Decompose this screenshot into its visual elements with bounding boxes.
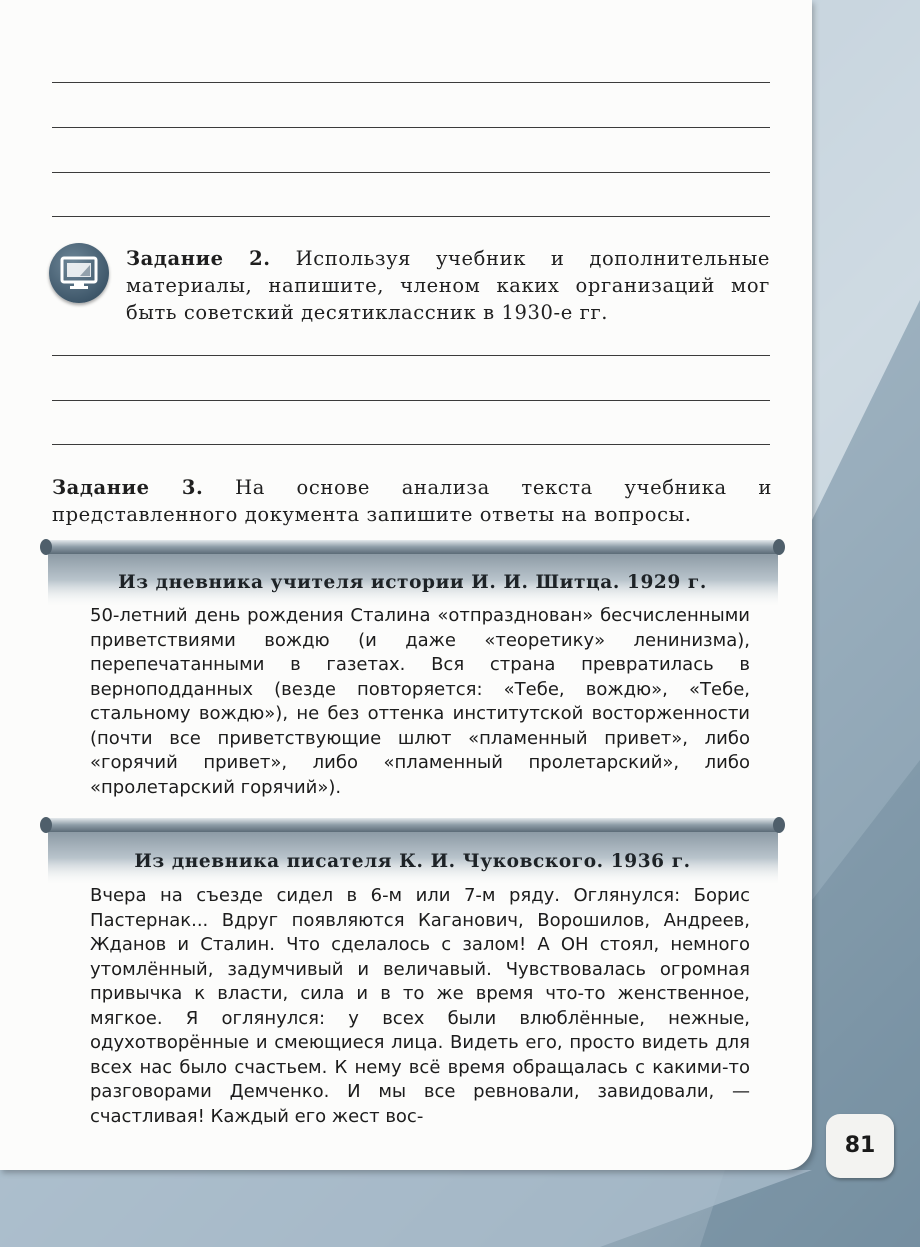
page-number: 81 <box>826 1114 894 1178</box>
document-1-banner <box>40 538 785 608</box>
task-3-text <box>52 474 772 528</box>
task-2-text <box>126 245 770 326</box>
answer-line[interactable] <box>52 216 770 217</box>
document-2-text: Вчера на съезде сидел в 6-м или 7-м ряду. Оглянулся: Борис Пастернак... Вдруг появляются Каганович, Ворошилов, Андреев, Жданов и Сталин. Что сделалось с залом! А ОН стоял, немного утомлённый, задумчивый и величавый. Чувствовалась огромная привычка к власти, сила и в то же время что-то женственное, мягкое. Я оглянулся: у всех были влюблённые, нежные, одухотворённые и смеющиеся лица. Видеть его, просто видеть для всех нас было счастьем. К нему всё время обращалась с какими-то разговорами Демченко. И мы все ревновали, завидовали, — счастливая! Каждый его жест вос- <box>90 885 750 1127</box>
task-2-body: Используя учебник и дополнительные материалы, напишите, членом каких организаций мог быть советский десятиклассник в 1930-е гг. <box>126 247 770 324</box>
answer-line[interactable] <box>52 355 770 356</box>
task-2-label: Задание 2. <box>126 247 271 270</box>
answer-line[interactable] <box>52 82 770 83</box>
answer-line[interactable] <box>52 444 770 445</box>
document-2-title: Из дневника писателя К. И. Чуковского. 1936 г. <box>134 851 691 872</box>
answer-line[interactable] <box>52 400 770 401</box>
document-2-banner <box>40 816 785 886</box>
task-3-label: Задание 3. <box>52 476 204 499</box>
document-1-text: 50-летний день рождения Сталина «отпразднован» бесчисленными приветствиями вождю (и даже «теоретику» ленинизма), перепечатанными в газетах. Вся страна превратилась в верноподданных (везде повторяется: «Тебе, вождю», «Тебе, стальному вождю»), не без оттенка институтской восторженности (почти все приветствующие шлют «пламенный привет», либо «горячий привет», либо «пламенный пролетарский», либо «пролетарский горячий»). <box>90 605 750 798</box>
document-1-title: Из дневника учителя истории И. И. Шитца. 1929 г. <box>118 572 707 593</box>
answer-line[interactable] <box>52 127 770 128</box>
task-3-body: На основе анализа текста учебника и представленного документа запишите ответы на вопросы. <box>52 476 772 526</box>
computer-monitor-icon <box>49 243 109 303</box>
answer-line[interactable] <box>52 172 770 173</box>
